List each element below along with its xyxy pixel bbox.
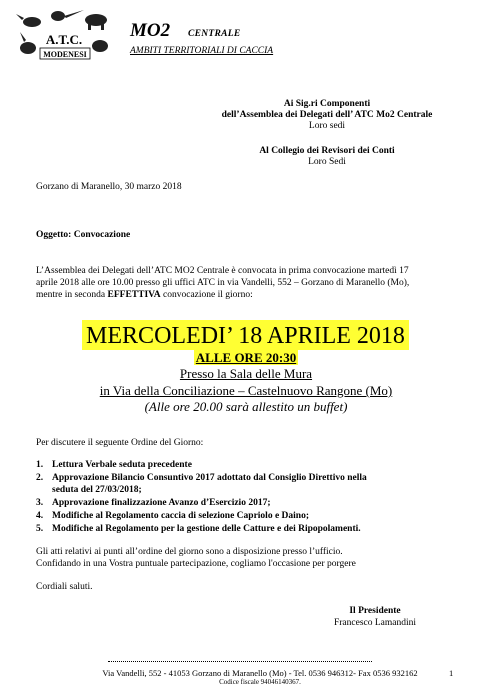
org-title: MO2 [130, 20, 171, 41]
recipient-2-line2: Loro Sedi [308, 157, 346, 167]
agenda-intro: Per discutere il seguente Ordine del Giorno: [36, 438, 204, 448]
closing-line2: Confidando in una Vostra puntuale partecipazione, cogliamo l'occasione per porgere [36, 559, 356, 569]
footer-fiscal-code: Codice fiscale 94046140367. [219, 678, 301, 686]
closing-line1: Gli atti relativi ai punti all’ordine del giorno sono a disposizione presso l’ufficio. [36, 547, 343, 557]
meeting-date: MERCOLEDI’ 18 APRILE 2018 [86, 323, 405, 349]
agenda-item: 5. Modifiche al Regolamento per la gestione delle Catture e dei Ripopolamenti. [36, 524, 361, 534]
agenda-item: 2. Approvazione Bilancio Consuntivo 2017 adottato dal Consiglio Direttivo nella seduta del 27/03/2018; [36, 473, 367, 495]
org-subtitle: AMBITI TERRITORIALI DI CACCIA [130, 46, 274, 56]
place-date: Gorzano di Maranello, 30 marzo 2018 [36, 182, 182, 192]
footer-address: Via Vandelli, 552 - 41053 Gorzano di Maranello (Mo) - Tel. 0536 946312- Fax 0536 932162 [102, 668, 418, 678]
intro-line1: L’Assemblea dei Delegati dell’ATC MO2 Centrale è convocata in prima convocazione martedì 17 [36, 266, 409, 276]
recipient-2-line1: Al Collegio dei Revisori dei Conti [259, 146, 395, 156]
agenda-item: 4. Modifiche al Regolamento caccia di selezione Capriolo e Daino; [36, 511, 309, 521]
hare-icon [20, 42, 36, 54]
svg-text:A.T.C.: A.T.C. [45, 32, 83, 47]
recipient-1-line1: Ai Sig.ri Componenti [283, 99, 371, 109]
bird-icon [23, 17, 41, 27]
signature-role: Il Presidente [349, 606, 401, 616]
pheasant-icon [51, 11, 65, 21]
meeting-venue: Presso la Sala delle Mura [179, 366, 313, 381]
meeting-time: ALLE ORE 20:30 [195, 350, 297, 365]
recipient-1-line3: Loro sedi [308, 121, 346, 131]
duck-icon [92, 40, 108, 52]
agenda-item: 3. Approvazione finalizzazione Avanzo d’Esercizio 2017; [36, 498, 271, 508]
atc-logo [14, 6, 114, 64]
agenda-item: 1. Lettura Verbale seduta precedente [36, 460, 192, 470]
intro-line2: aprile 2018 alle ore 10.00 presso gli uffici ATC in via Vandelli, 552 – Gorzano di Maranello (Mo), [36, 278, 410, 288]
intro-line3: mentre in seconda EFFETTIVA convocazione il giorno: [36, 290, 253, 300]
meeting-address: in Via della Conciliazione – Castelnuovo Rangone (Mo) [99, 383, 393, 398]
recipient-1-line2: dell’Assemblea dei Delegati dell’ ATC Mo2 Centrale [221, 110, 433, 120]
page-number: 1 [449, 668, 454, 678]
subject: Oggetto: Convocazione [36, 230, 131, 240]
svg-text:MODENESI: MODENESI [43, 50, 87, 59]
signature-name: Francesco Lamandini [333, 618, 417, 628]
footer-divider [108, 661, 372, 662]
buffet-note: (Alle ore 20.00 sarà allestito un buffet) [144, 399, 348, 414]
org-title-suffix: CENTRALE [188, 29, 241, 39]
greeting: Cordiali saluti. [36, 582, 93, 592]
